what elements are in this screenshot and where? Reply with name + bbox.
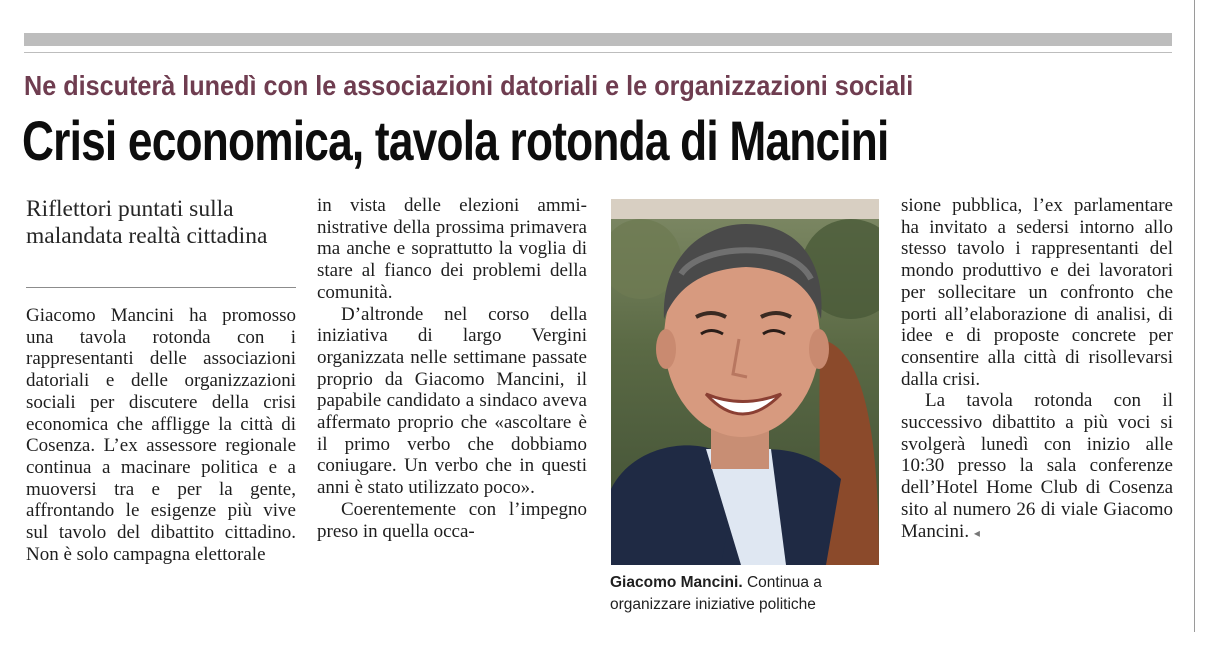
paragraph: Giacomo Mancini ha promosso una tavola rotonda con i rappresentanti delle associazioni datoriali e delle organizzazioni sociali per discutere della crisi economica che affligge la città di Cosenza. L’ex assessore regionale continua a macinare politica e a muoversi tra e per la gente, affrontando le esigenze più vive sul tavolo del dibattito cittadino. Non è solo campagna elettorale bbox=[26, 305, 296, 565]
page-edge-rule bbox=[1194, 0, 1195, 632]
photo-caption bbox=[610, 572, 885, 616]
text-column-4 bbox=[901, 195, 1173, 544]
top-thin-rule bbox=[24, 52, 1172, 53]
text-column-2 bbox=[317, 195, 587, 542]
paragraph: D’altronde nel corso della iniziativa di largo Vergini organizzata nelle settimane passate proprio da Giacomo Mancini, il papabile candidato a sindaco aveva affermato proprio che «ascoltare è il primo verbo che dobbiamo coniugare. Un verbo che in questi anni è stato utilizzato poco». bbox=[317, 303, 587, 499]
article-kicker: Ne discuterà lunedì con le associazioni datoriali e le organizzazioni sociali bbox=[24, 70, 914, 101]
article-summary: Riflettori puntati sulla malandata realtà cittadina bbox=[26, 196, 268, 249]
portrait-illustration bbox=[611, 199, 879, 565]
caption-name: Giacomo Mancini. bbox=[610, 574, 743, 591]
portrait-photo bbox=[611, 199, 879, 565]
summary-divider bbox=[26, 287, 296, 288]
paragraph: in vista delle elezioni amministrative della prossima primavera ma anche e soprattutto la voglia di stare al fianco dei problemi della comunità. bbox=[317, 195, 587, 303]
paragraph: sione pubblica, l’ex parlamentare ha invitato a sedersi intorno allo stesso tavolo i rappresentanti del mondo produttivo e dei lavoratori per sollecitare un confronto che porti all’elaborazione di analisi, di idee e di proposte concrete per consentire alla città di risollevarsi dalla crisi. bbox=[901, 195, 1173, 390]
paragraph: Coerentemente con l’impegno preso in quella occa- bbox=[317, 498, 587, 542]
text-column-1 bbox=[26, 305, 296, 565]
paragraph bbox=[901, 390, 1173, 544]
end-of-article-icon: ◂ bbox=[973, 525, 980, 540]
article-headline: Crisi economica, tavola rotonda di Mancini bbox=[22, 109, 889, 172]
caption-text: Continua a organizzare iniziative politiche bbox=[610, 574, 822, 613]
top-gray-bar bbox=[24, 33, 1172, 46]
paragraph-text: La tavola rotonda con il successivo dibattito a più voci si svolgerà lunedì con inizio alle 10:30 presso la sala conferenze dell’Hotel Home Club di Cosenza sito al numero 26 di viale Giacomo Mancini. bbox=[901, 390, 1173, 542]
